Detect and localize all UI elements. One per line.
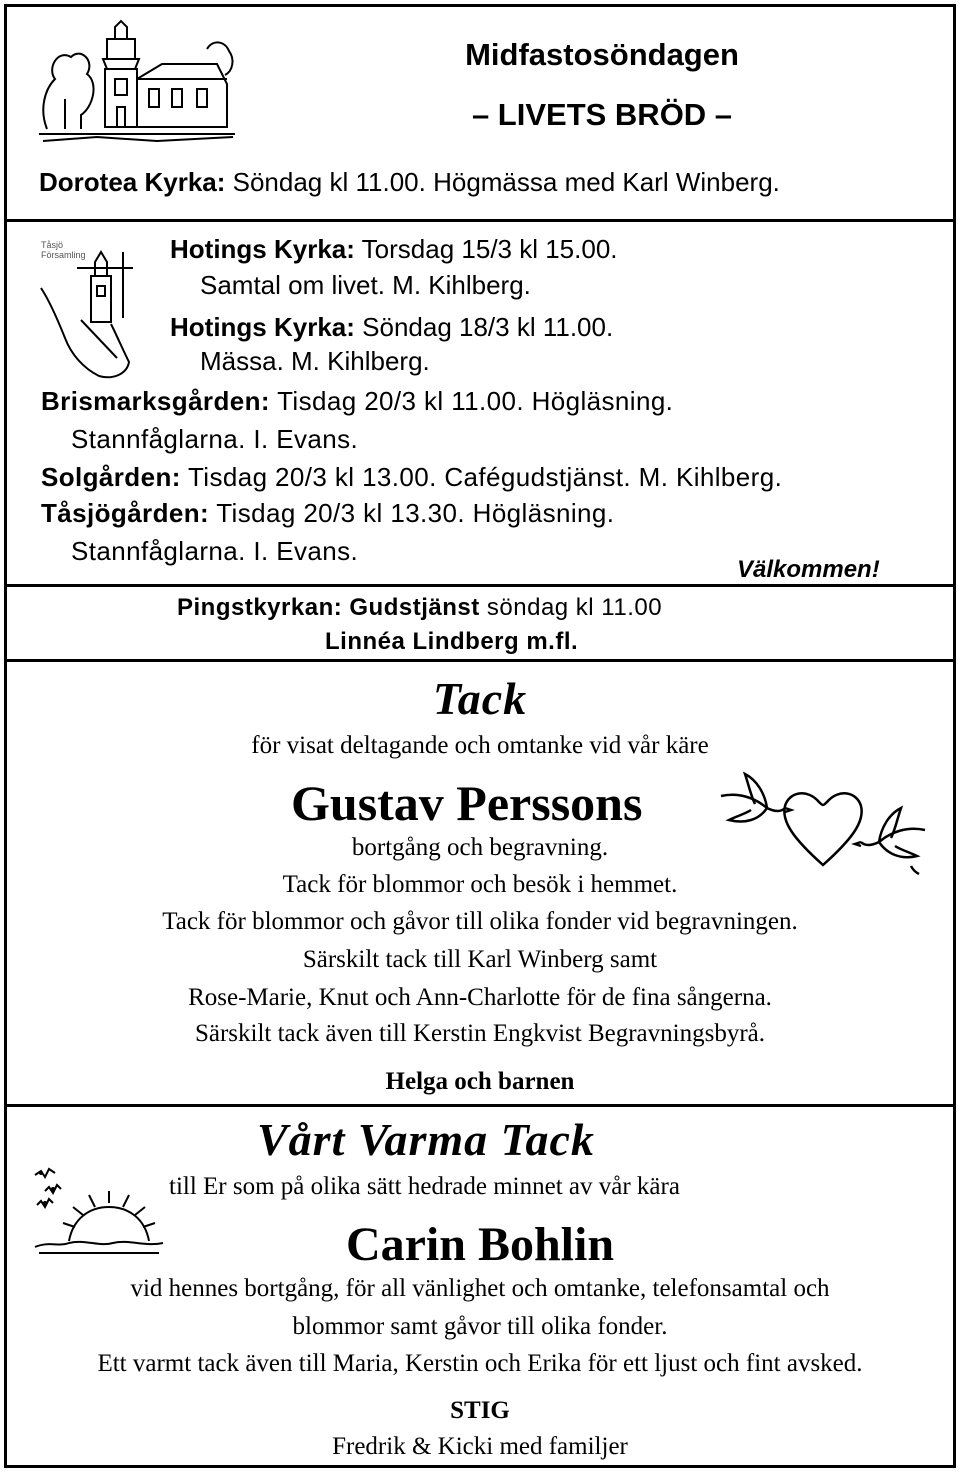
services-box: [4, 219, 956, 662]
thanks-line: bortgång och begravning.: [351, 834, 609, 861]
thanks-intro: till Er som på olika sätt hedrade minnet av vår kära: [169, 1173, 680, 1200]
service-line: Mässa. M. Kihlberg.: [200, 346, 430, 376]
thanks-line: Särskilt tack till Karl Winberg samt: [302, 946, 658, 973]
deceased-name: Gustav Perssons: [291, 775, 643, 831]
service-line: Hotings Kyrka: Torsdag 15/3 kl 15.00.: [170, 234, 618, 264]
deceased-name: Carin Bohlin: [345, 1218, 615, 1271]
pingst-leader: Linnéa Lindberg m.fl.: [325, 628, 579, 655]
signature: Helga och barnen: [385, 1068, 575, 1095]
service-line: Brismarksgården: Tisdag 20/3 kl 11.00. Högläsning.: [41, 386, 674, 416]
dorotea-label: Dorotea Kyrka:: [39, 167, 226, 197]
sunday-theme: – LIVETS BRÖD –: [471, 97, 733, 132]
thanks-line: blommor samt gåvor till olika fonder.: [292, 1313, 668, 1340]
church-map-icon: [37, 238, 137, 388]
church-illustration: [37, 19, 237, 147]
service-line: Stannfåglarna. I. Evans.: [71, 424, 359, 454]
service-line: Solgården: Tisdag 20/3 kl 13.00. Cafégudstjänst. M. Kihlberg.: [41, 462, 783, 492]
thanks-line: Ett varmt tack även till Maria, Kerstin och Erika för ett ljust och fint avsked.: [97, 1350, 863, 1377]
pingst-text: söndag kl 11.00: [479, 594, 663, 621]
service-line: Samtal om livet. M. Kihlberg.: [200, 270, 531, 300]
tack-heading: Tack: [432, 673, 528, 724]
dorotea-service: [39, 167, 780, 198]
thanks-line: Särskilt tack även till Kerstin Engkvist Begravningsbyrå.: [194, 1020, 766, 1047]
sunday-title: Midfastosöndagen: [465, 37, 739, 72]
family-signature: Fredrik & Kicki med familjer: [332, 1433, 628, 1460]
varma-tack-heading: Vårt Varma Tack: [257, 1114, 595, 1165]
signature: STIG: [450, 1397, 510, 1424]
thanks-line: vid hennes bortgång, för all vänlighet och omtanke, telefonsamtal och: [130, 1275, 830, 1302]
thanks-line: Tack för blommor och besök i hemmet.: [282, 871, 678, 898]
service-line: Hotings Kyrka: Söndag 18/3 kl 11.00.: [170, 312, 614, 342]
thanks-gustav-box: [4, 659, 956, 1107]
thanks-line: Tack för blommor och gåvor till olika fonder vid begravningen.: [162, 908, 798, 935]
parish-logo-text: Tåsjö Församling: [41, 240, 86, 260]
pingst-service: [177, 594, 662, 622]
thanks-intro: för visat deltagande och omtanke vid vår käre: [251, 732, 709, 759]
dorotea-text: Söndag kl 11.00. Högmässa med Karl Winberg.: [225, 167, 780, 197]
service-line: Tåsjögården: Tisdag 20/3 kl 13.30. Högläsning.: [41, 498, 615, 528]
parish-logo: [37, 238, 137, 388]
service-line: Stannfåglarna. I. Evans.: [71, 536, 359, 566]
thanks-carin-box: [4, 1104, 956, 1468]
welcome-text: Välkommen!: [737, 556, 880, 583]
church-header-box: [4, 4, 956, 222]
thanks-line: Rose-Marie, Knut och Ann-Charlotte för de fina sångerna.: [188, 984, 772, 1011]
divider: [7, 584, 953, 587]
pingst-label: Pingstkyrkan: Gudstjänst: [177, 594, 480, 621]
